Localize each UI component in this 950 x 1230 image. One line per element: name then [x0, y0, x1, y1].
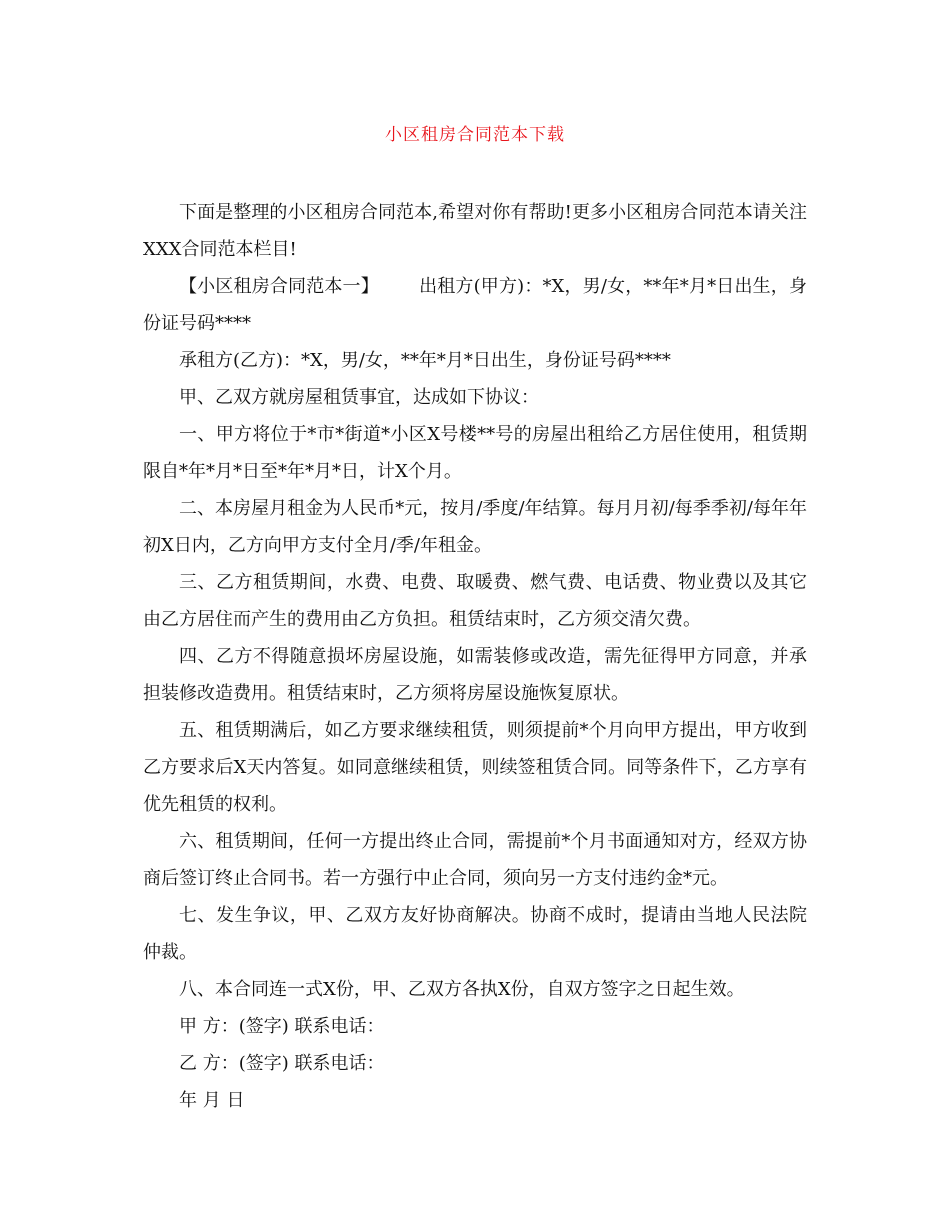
document-title: 小区租房合同范本下载	[385, 125, 565, 145]
clause-3: 三、乙方租赁期间，水费、电费、取暖费、燃气费、电话费、物业费以及其它由乙方居住而产生的费用由乙方负担。租赁结束时，乙方须交清欠费。	[143, 572, 807, 630]
clause-4: 四、乙方不得随意损坏房屋设施，如需装修或改造，需先征得甲方同意，并承担装修改造费用。租赁结束时，乙方须将房屋设施恢复原状。	[143, 646, 807, 704]
clause-7: 七、发生争议，甲、乙双方友好协商解决。协商不成时，提请由当地人民法院仲裁。	[143, 905, 807, 963]
section-heading: 【小区租房合同范本一】	[179, 276, 379, 297]
clause-2: 二、本房屋月租金为人民币*元，按月/季度/年结算。每月月初/每季季初/每年年初X日内，乙方向甲方支付全月/季/年租金。	[143, 498, 807, 556]
date-line: 年 月 日	[179, 1090, 245, 1111]
clause-5: 五、租赁期满后，如乙方要求继续租赁，则须提前*个月向甲方提出，甲方收到乙方要求后X天内答复。如同意继续租赁，则续签租赁合同。同等条件下，乙方享有优先租赁的权利。	[143, 720, 807, 815]
clause-8: 八、本合同连一式X份，甲、乙双方各执X份，自双方签字之日起生效。	[179, 979, 745, 1000]
document-body	[143, 194, 807, 1119]
party-b-signature: 乙 方：(签字) 联系电话：	[179, 1053, 385, 1074]
agreement-intro: 甲、乙双方就房屋租赁事宜，达成如下协议：	[179, 387, 539, 408]
party-a-signature: 甲 方：(签字) 联系电话：	[179, 1016, 385, 1037]
lessor-paragraph	[143, 268, 807, 342]
lessor-info: 出租方(甲方)：*X，男/女，**年*月*日出生，身份证号码****	[143, 276, 807, 334]
clause-6: 六、租赁期间，任何一方提出终止合同，需提前*个月书面通知对方，经双方协商后签订终止合同书。若一方强行中止合同，须向另一方支付违约金*元。	[143, 831, 807, 889]
clause-1: 一、甲方将位于*市*街道*小区X号楼**号的房屋出租给乙方居住使用，租赁期限自*年*月*日至*年*月*日，计X个月。	[143, 424, 807, 482]
lessee-paragraph: 承租方(乙方)：*X，男/女，**年*月*日出生，身份证号码****	[179, 350, 671, 371]
intro-paragraph: 下面是整理的小区租房合同范本,希望对你有帮助!更多小区租房合同范本请关注XXX合同范本栏目!	[143, 202, 807, 260]
